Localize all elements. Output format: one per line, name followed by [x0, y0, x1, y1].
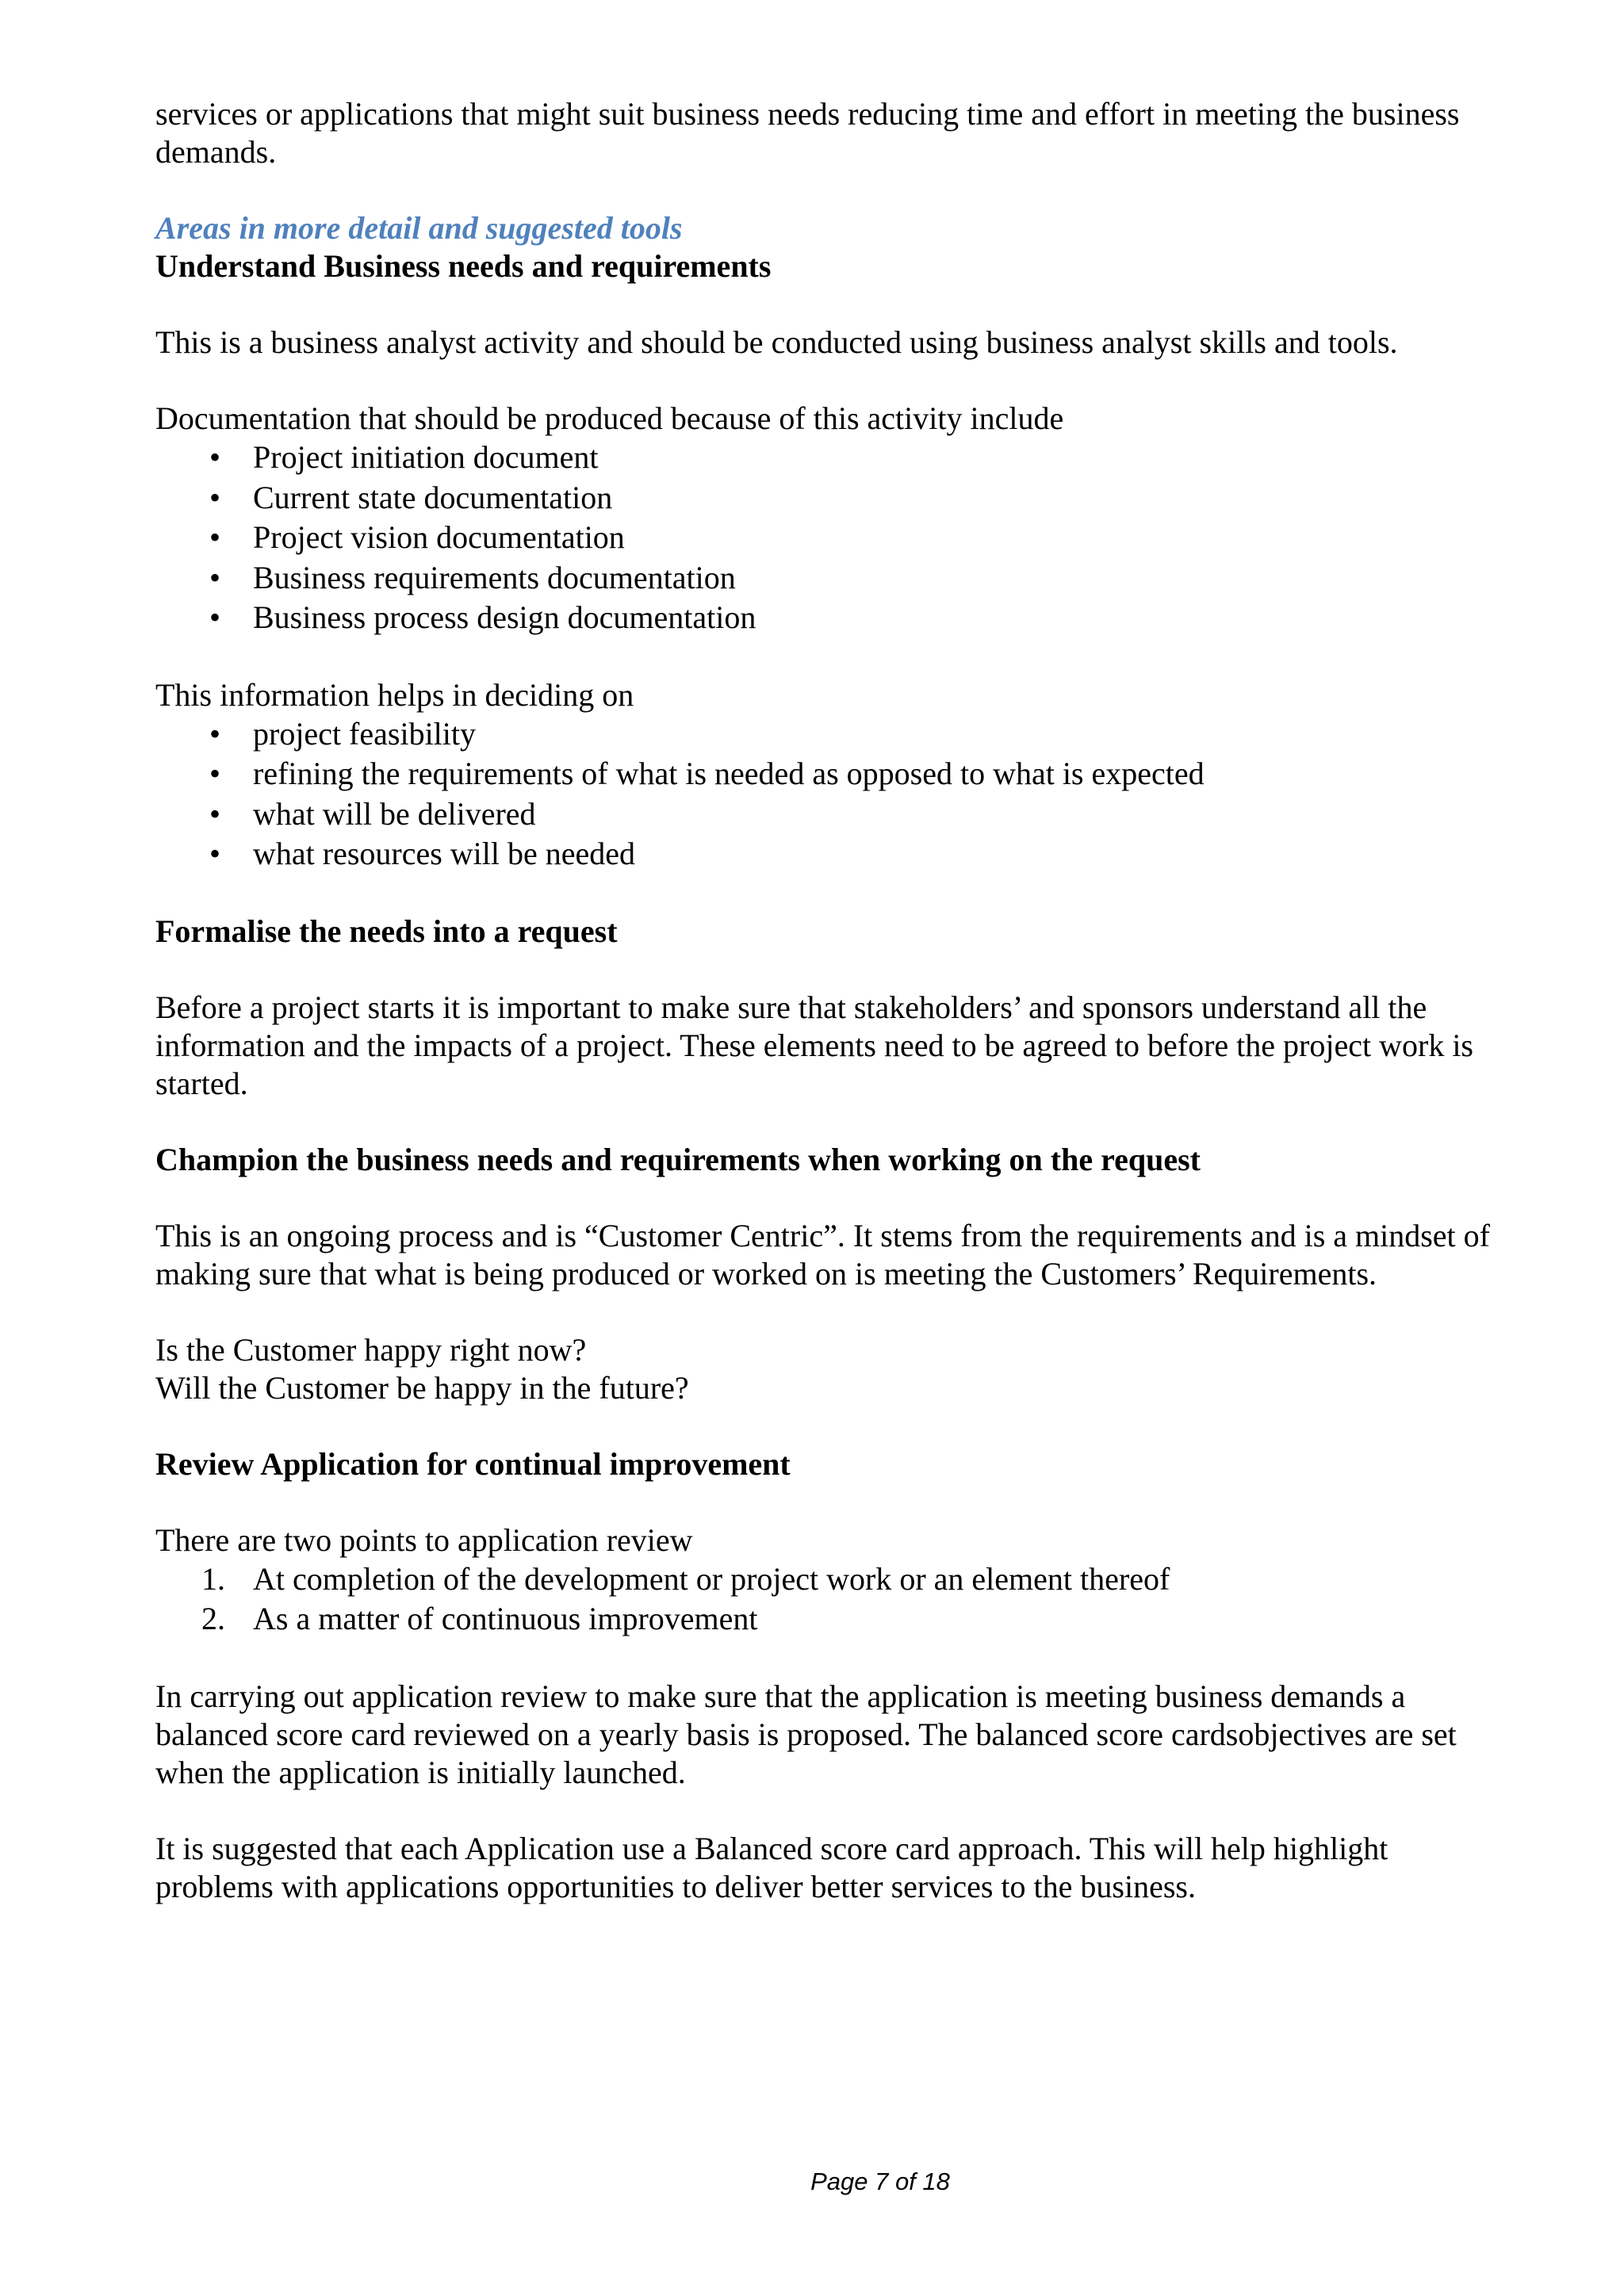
list-item: • what resources will be needed [155, 834, 1496, 874]
decisions-list [155, 714, 1496, 874]
bullet-icon: • [209, 715, 220, 752]
list-item: • Business process design documentation [155, 598, 1496, 638]
question-happy-future: Will the Customer be happy in the future? [155, 1369, 689, 1406]
paragraph-information-helps: This information helps in deciding on [155, 676, 634, 713]
documentation-list [155, 438, 1496, 638]
paragraph-analyst-activity: This is a business analyst activity and should be conducted using business analyst skills and tools. [155, 324, 1398, 360]
question-happy-now: Is the Customer happy right now? [155, 1331, 587, 1368]
bullet-icon: • [209, 439, 220, 475]
paragraph-balanced-score-card: In carrying out application review to make sure that the application is meeting business demands a balanced score card reviewed on a yearly basis is proposed. The balanced score cardsobjectives are set when the application is initially launched. [155, 1678, 1457, 1790]
paragraph-two-points: There are two points to application review [155, 1521, 693, 1558]
list-item: 1. At completion of the development or project work or an element thereof [155, 1559, 1496, 1600]
bullet-icon: • [209, 599, 220, 635]
bullet-icon: • [209, 795, 220, 832]
bullet-icon: • [209, 559, 220, 595]
list-item: • Project vision documentation [155, 518, 1496, 558]
document-page [155, 95, 1496, 1906]
list-item: • project feasibility [155, 714, 1496, 755]
list-number: 2. [201, 1601, 225, 1636]
bullet-icon: • [209, 836, 220, 871]
list-item: • Current state documentation [155, 478, 1496, 519]
bullet-icon: • [209, 479, 220, 515]
list-item: • Project initiation document [155, 438, 1496, 478]
heading-champion-needs: Champion the business needs and requirements when working on the request [155, 1141, 1201, 1177]
heading-formalise-needs: Formalise the needs into a request [155, 913, 618, 949]
list-item: • Business requirements documentation [155, 558, 1496, 599]
list-item: 2. As a matter of continuous improvement [155, 1599, 1496, 1640]
review-points-list [155, 1559, 1496, 1640]
page-number-footer: Page 7 of 18 [810, 2168, 950, 2195]
bullet-icon: • [209, 519, 220, 555]
list-number: 1. [201, 1560, 225, 1597]
list-item: • what will be delivered [155, 794, 1496, 835]
heading-review-application: Review Application for continual improvement [155, 1445, 791, 1482]
section-subheading: Areas in more detail and suggested tools [155, 210, 683, 246]
heading-understand-needs: Understand Business needs and requirements [155, 248, 772, 284]
paragraph-suggested-approach: It is suggested that each Application use a Balanced score card approach. This will help highlight problems with applications opportunities to deliver better services to the business. [155, 1830, 1388, 1904]
paragraph-documentation: Documentation that should be produced because of this activity include [155, 400, 1064, 436]
list-item: • refining the requirements of what is needed as opposed to what is expected [155, 754, 1496, 794]
bullet-icon: • [209, 756, 220, 791]
intro-paragraph: services or applications that might suit business needs reducing time and effort in meeting the business demands. [155, 96, 1460, 170]
paragraph-before-project: Before a project starts it is important to make sure that stakeholders’ and sponsors understand all the information and the impacts of a project. These elements need to be agreed to before the project work is started. [155, 989, 1473, 1101]
paragraph-customer-centric: This is an ongoing process and is “Customer Centric”. It stems from the requirements and is a mindset of making sure that what is being produced or worked on is meeting the Customers’ Requirements. [155, 1217, 1490, 1292]
